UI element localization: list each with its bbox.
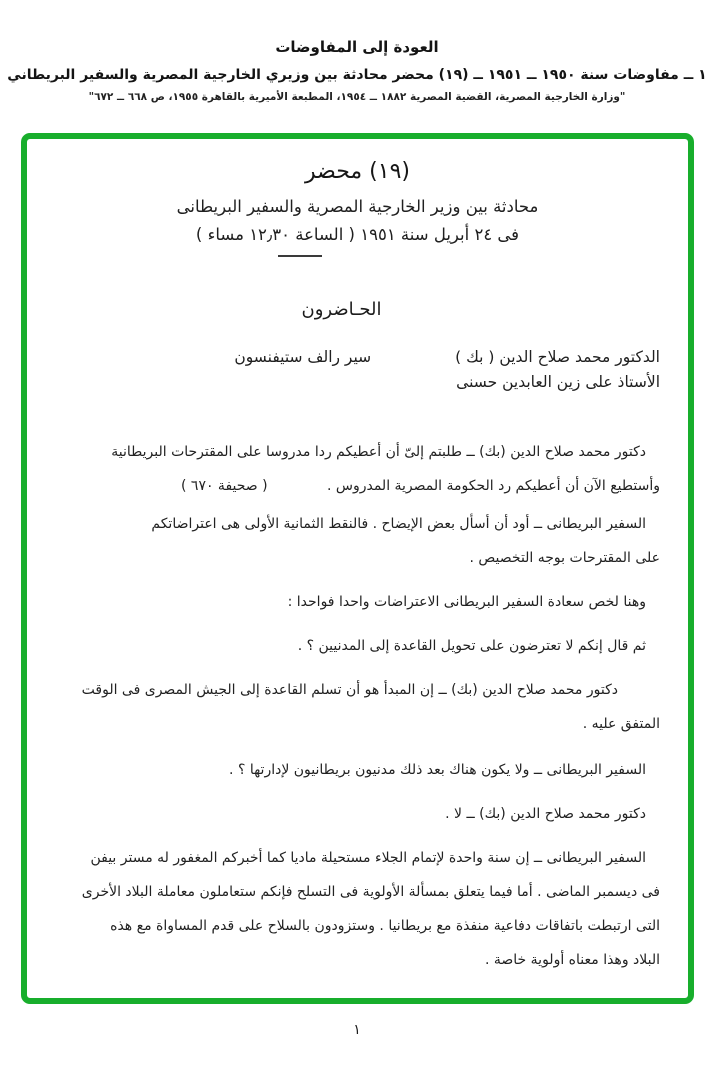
page-reference-note: ( صحيفة ٦٧٠ )	[181, 478, 268, 494]
document-frame	[21, 133, 694, 1004]
paragraph-line: البلاد وهذا معناه أولوية خاصة .	[485, 952, 660, 968]
minutes-title: (١٩) محضر	[304, 159, 410, 184]
back-link-title: العودة إلى المفاوضات	[275, 38, 439, 56]
paragraph-line: دكتور محمد صلاح الدين (بك) ــ طلبتم إلىّ أن أعطيكم ردا مدروسا على المقترحات البريطانية	[111, 444, 646, 460]
attendee-name-salaheldin: الدكتور محمد صلاح الدين ( بك )	[455, 348, 660, 366]
paragraph-line: وهنا لخص سعادة السفير البريطانى الاعتراضات واحدا فواحدا :	[287, 594, 646, 610]
paragraph-line: ثم قال إنكم لا تعترضون على تحويل القاعدة إلى المدنيين ؟ .	[297, 638, 646, 654]
minutes-subtitle-date: فى ٢٤ أبريل سنة ١٩٥١ ( الساعة ١٢٫٣٠ مساء )	[195, 225, 520, 244]
attendees-row	[55, 348, 660, 366]
paragraph-line: وأستطيع الآن أن أعطيكم رد الحكومة المصرية المدروس .	[326, 478, 660, 494]
paragraph-line: السفير البريطانى ــ إن سنة واحدة لإتمام الجلاء مستحيلة ماديا كما أخبركم المغفور له مستر بيفن	[90, 850, 646, 866]
paragraph-narration-summary	[55, 585, 660, 619]
paragraph-dr-salaheldin-1	[55, 435, 660, 503]
paragraph-question-base-civilians	[55, 629, 660, 663]
attendees-heading: الحـاضرون	[301, 299, 382, 320]
attendee-name-hosny: الأستاذ على زين العابدين حسنى	[456, 373, 660, 391]
citation-line: "وزارة الخارجية المصرية، القضية المصرية ١٨٨٢ ــ ١٩٥٤، المطبعة الأميرية بالقاهرة ١٩٥٥، ص ٦٦٨ ــ ٦٧٢"	[88, 91, 626, 103]
paragraph-dr-salaheldin-2	[55, 673, 660, 741]
paragraph-line: دكتور محمد صلاح الدين (بك) ــ لا .	[445, 806, 646, 822]
paragraph-line: المتفق عليه .	[582, 716, 660, 732]
paragraph-dr-salaheldin-3	[55, 797, 660, 831]
paragraph-line: فى ديسمبر الماضى . أما فيما يتعلق بمسألة الأولوية فى التسلح فإنكم ستعاملون معاملة البلاد الأخرى	[81, 884, 660, 900]
paragraph-line: السفير البريطانى ــ أود أن أسأل بعض الإيضاح . فالنقط الثمانية الأولى هى اعتراضاتكم	[151, 516, 646, 532]
page-header	[0, 0, 714, 103]
document-title-line: ١ ــ مفاوضات سنة ١٩٥٠ ــ ١٩٥١ ــ (١٩) محضر محادثة بين وزيري الخارجية المصرية والسفير البريطاني	[7, 67, 707, 83]
paragraph-british-ambassador-1	[55, 507, 660, 575]
title-underline-divider	[278, 255, 322, 257]
minutes-subtitle-parties: محادثة بين وزير الخارجية المصرية والسفير البريطانى	[176, 197, 539, 216]
paragraph-line: على المقترحات بوجه التخصيص .	[469, 550, 660, 566]
paragraph-british-ambassador-3	[55, 841, 660, 977]
paragraph-british-ambassador-2	[55, 753, 660, 787]
paragraph-line: السفير البريطانى ــ ولا يكون هناك بعد ذلك مدنيون بريطانيون لإدارتها ؟ .	[229, 762, 646, 778]
paragraph-line: دكتور محمد صلاح الدين (بك) ــ إن المبدأ هو أن تسلم القاعدة إلى الجيش المصرى فى الوقت	[81, 682, 618, 698]
attendee-name-stevenson: سير رالف ستيفنسون	[234, 348, 372, 366]
page-number: ١	[353, 1022, 361, 1038]
paragraph-line: التى ارتبطت باتفاقات دفاعية منفذة مع بريطانيا . وستزودون بالسلاح على قدم المساواة مع هذه	[110, 918, 660, 934]
